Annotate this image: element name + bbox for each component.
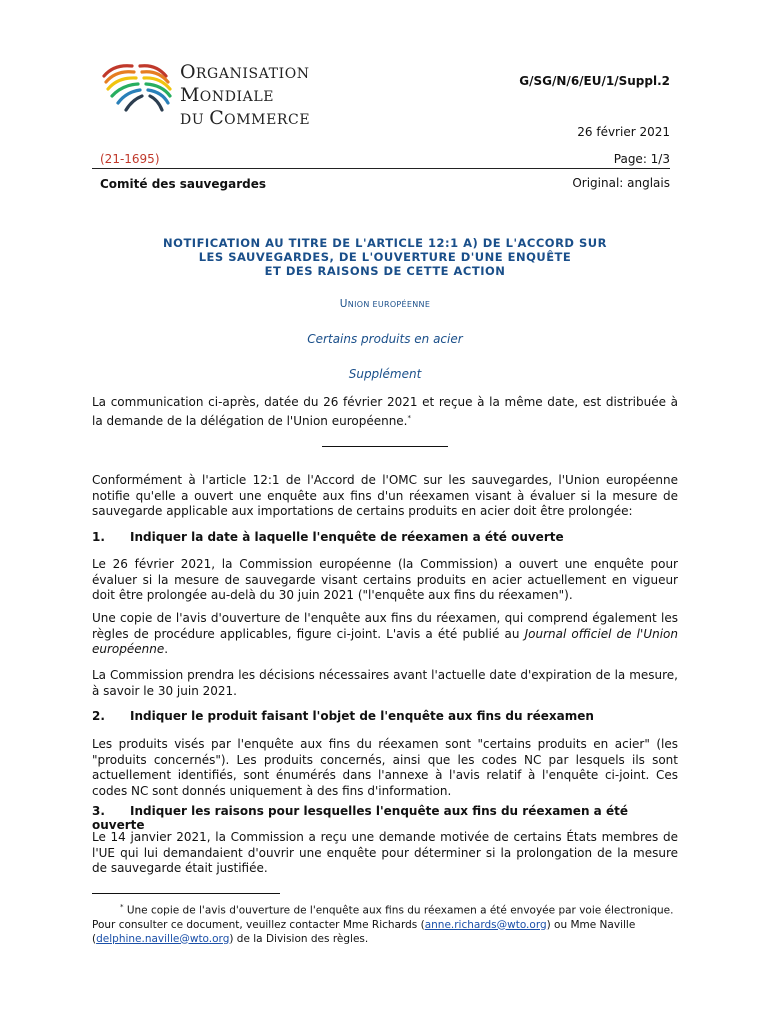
email-link-naville[interactable]: delphine.naville@wto.org <box>96 932 230 945</box>
org-name-line-3-prefix: DU <box>180 112 210 128</box>
section-2-paragraph-1 <box>92 737 678 799</box>
supplement-label: Supplément <box>348 367 422 381</box>
section-1-paragraph-1 <box>92 557 678 604</box>
section-divider <box>322 446 448 447</box>
title-line-3: ET DES RAISONS DE CETTE ACTION <box>264 264 506 278</box>
footnote-text: ) ou Mme Naville ( <box>92 918 636 945</box>
section-heading-text: Indiquer la date à laquelle l'enquête de réexamen a été ouverte <box>130 530 564 544</box>
paragraph-text: Une copie de l'avis d'ouverture de l'enquête aux fins du réexamen, qui comprend également les règles de procédure applicables, figure ci-joint. L'avis a été publié au <box>92 611 678 641</box>
org-name-initial-3: C <box>209 107 225 129</box>
section-1-heading <box>92 530 678 544</box>
reference-number: (21-1695) <box>100 152 160 166</box>
org-name-line-1: RGANISATION <box>195 66 310 82</box>
section-3-paragraph-1 <box>92 830 678 877</box>
org-name-line-2: ONDIALE <box>199 89 275 105</box>
intro-paragraph <box>92 395 678 429</box>
page-number: Page: 1/3 <box>613 152 670 166</box>
footnote <box>92 900 682 946</box>
document-symbol: G/SG/N/6/EU/1/Suppl.2 <box>519 74 670 88</box>
title-line-2: LES SAUVEGARDES, DE L'OUVERTURE D'UNE ENQUÊTE <box>198 250 572 264</box>
paragraph-text: Le 14 janvier 2021, la Commission a reçu une demande motivée de certains États membres de l'UE qui lui demandaient d'ouvrir une enquête pour déterminer si la prolongation de la mesure de sauvegarde était justifiée. <box>92 830 678 875</box>
paragraph-text: Le 26 février 2021, la Commission européenne (la Commission) a ouvert une enquête pour évaluer si la mesure de sauvegarde visant certains produits en acier actuellement en vigueur doit être prolongée au-delà du 30 juin 2021 ("l'enquête aux fins du réexamen"). <box>92 557 678 602</box>
footnote-reference[interactable]: * <box>407 413 411 422</box>
title-line-1: NOTIFICATION AU TITRE DE L'ARTICLE 12:1 A) DE L'ACCORD SUR <box>163 236 607 250</box>
section-3-heading <box>92 804 678 832</box>
section-1-paragraph-3 <box>92 668 678 699</box>
footnote-mark: * <box>120 903 124 911</box>
paragraph-text: Les produits visés par l'enquête aux fins du réexamen sont "certains produits en acier" (les "produits concernés"). Les produits concernés, ainsi que les codes NC par lesquels ils sont actuellement identifiés, sont énumérés dans l'annexe à l'avis relatif à l'enquête ci-joint. Ces codes NC sont donnés uniquement à des fins d'information. <box>92 737 678 798</box>
intro-text: La communication ci-après, datée du 26 février 2021 et reçue à la même date, est distribuée à la demande de la délégation de l'Union européenne. <box>92 395 678 428</box>
products-subtitle: Certains produits en acier <box>307 332 463 346</box>
document-date: 26 février 2021 <box>577 125 670 139</box>
section-number: 2. <box>92 709 105 723</box>
member-name <box>92 298 678 310</box>
org-name-initial-2: M <box>180 84 200 106</box>
wto-logo <box>92 58 182 120</box>
journal-title: Journal officiel de l'Union européenne <box>92 626 678 656</box>
paragraph-text-end: . <box>164 642 169 656</box>
section-1-paragraph-2 <box>92 611 678 658</box>
member-name-rest: NION EUROPÉENNE <box>347 300 431 309</box>
footnote-text: ) de la Division des règles. <box>229 932 369 945</box>
org-name-initial-1: O <box>180 61 196 83</box>
committee-name: Comité des sauvegardes <box>100 177 266 191</box>
section-number: 3. <box>92 804 105 818</box>
org-name-line-3: OMMERCE <box>224 112 311 128</box>
section-heading-text: Indiquer le produit faisant l'objet de l'enquête aux fins du réexamen <box>130 709 594 723</box>
title-block <box>92 236 678 381</box>
footnote-text: Une copie de l'avis d'ouverture de l'enquête aux fins du réexamen a été envoyée par voie électronique. Pour consulter ce document, veuillez contacter Mme Richards ( <box>92 904 674 931</box>
main-paragraph <box>92 473 678 520</box>
organization-name <box>180 62 310 131</box>
main-text: Conformément à l'article 12:1 de l'Accord de l'OMC sur les sauvegardes, l'Union européenne notifie qu'elle a ouvert une enquête aux fins d'un réexamen visant à évaluer si la mesure de sauvegarde applicable aux importations de certains produits en acier doit être prolongée: <box>92 473 678 518</box>
paragraph-text: La Commission prendra les décisions nécessaires avant l'actuelle date d'expiration de la mesure, à savoir le 30 juin 2021. <box>92 668 678 698</box>
section-heading-text: Indiquer les raisons pour lesquelles l'enquête aux fins du réexamen a été ouverte <box>92 804 628 832</box>
member-name-initial: U <box>339 298 348 310</box>
section-2-heading <box>92 709 678 723</box>
email-link-richards[interactable]: anne.richards@wto.org <box>424 918 547 931</box>
section-number: 1. <box>92 530 105 544</box>
original-language: Original: anglais <box>572 176 670 190</box>
footnote-rule <box>92 893 280 894</box>
header-rule <box>92 168 670 169</box>
